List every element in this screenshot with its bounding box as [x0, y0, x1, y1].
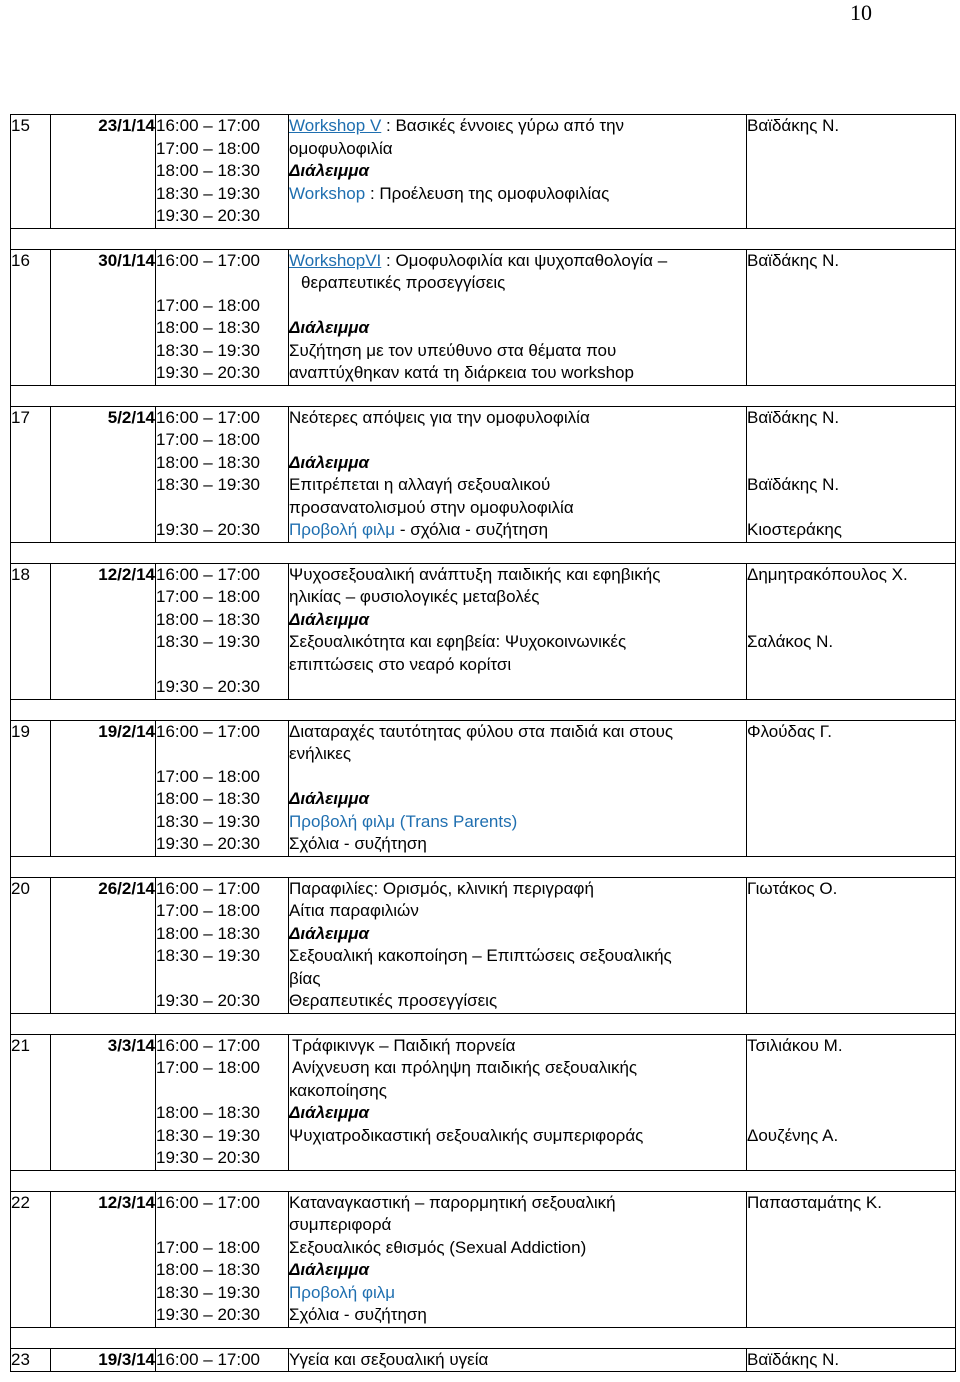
topic-line: Επιτρέπεται η αλλαγή σεξουαλικού — [289, 475, 551, 494]
topic-line: αναπτύχθηκαν κατά τη διάρκεια του workshop — [289, 363, 634, 382]
time-slot: 19:30 – 20:30 — [156, 206, 260, 225]
speaker: Κιοστεράκης — [747, 520, 843, 539]
topic-text: - σχόλια - συζήτηση — [395, 520, 549, 539]
film-link[interactable]: Προβολή φιλμ (Trans Parents) — [289, 811, 518, 831]
topic-line: Αίτια παραφιλιών — [289, 901, 419, 920]
topic-line: επιπτώσεις στο νεαρό κορίτσι — [289, 654, 512, 674]
time-slot: 16:00 – 17:00 — [156, 250, 260, 270]
speaker: Δημητρακόπουλος Χ. — [747, 564, 908, 584]
topic-line: Υγεία και σεξουαλική υγεία — [289, 1349, 489, 1369]
session-number: 23 — [11, 1348, 51, 1372]
time-slot: 19:30 – 20:30 — [156, 363, 260, 382]
session-date: 19/2/14 — [51, 720, 156, 856]
time-slot: 18:30 – 19:30 — [156, 475, 260, 494]
topic-line: Θεραπευτικές προσεγγίσεις — [289, 991, 498, 1010]
session-date: 5/2/14 — [51, 406, 156, 542]
session-topics — [289, 877, 747, 1013]
session-number: 16 — [11, 249, 51, 385]
session-speakers — [747, 1348, 956, 1372]
speaker: Βαϊδάκης Ν. — [747, 1349, 840, 1369]
session-topics — [289, 249, 747, 385]
time-slot: 18:30 – 19:30 — [156, 183, 260, 203]
break-label: Διάλειμμα — [289, 318, 370, 337]
session-times — [156, 877, 289, 1013]
session-number: 22 — [11, 1191, 51, 1327]
workshop-link[interactable]: WorkshopVI — [289, 250, 382, 270]
topic-line: ομοφυλοφιλία — [289, 138, 393, 158]
speaker: Βαϊδάκης Ν. — [747, 407, 840, 427]
session-times — [156, 1191, 289, 1327]
topic-line: Σεξουαλικός εθισμός (Sexual Addiction) — [289, 1237, 587, 1257]
workshop-link[interactable]: Workshop — [289, 183, 366, 203]
session-topics — [289, 720, 747, 856]
topic-line: Διαταραχές ταυτότητας φύλου στα παιδιά και στους — [289, 721, 674, 741]
session-times — [156, 249, 289, 385]
session-speakers — [747, 563, 956, 699]
session-number: 20 — [11, 877, 51, 1013]
session-speakers — [747, 115, 956, 229]
topic-line: συμπεριφορά — [289, 1215, 392, 1234]
session-row-20 — [11, 877, 956, 1013]
session-topics — [289, 1034, 747, 1170]
session-speakers — [747, 406, 956, 542]
time-slot: 18:00 – 18:30 — [156, 789, 260, 808]
break-label: Διάλειμμα — [289, 923, 370, 943]
topic-line: Παραφιλίες: Ορισμός, κλινική περιγραφή — [289, 878, 594, 898]
speaker: Σαλάκος Ν. — [747, 632, 834, 651]
film-link[interactable]: Προβολή φιλμ — [289, 520, 396, 539]
topic-line: ηλικίας – φυσιολογικές μεταβολές — [289, 587, 540, 606]
session-date: 3/3/14 — [51, 1034, 156, 1170]
topic-text: : Ομοφυλοφιλία και ψυχοπαθολογία – — [381, 250, 668, 270]
time-slot: 17:00 – 18:00 — [156, 766, 260, 786]
session-topics — [289, 115, 747, 229]
time-slot: 16:00 – 17:00 — [156, 1192, 260, 1212]
speaker: Γιωτάκος Ο. — [747, 878, 838, 898]
time-slot: 17:00 – 18:00 — [156, 1058, 260, 1077]
session-speakers — [747, 877, 956, 1013]
topic-text: : Βασικές έννοιες γύρω από την — [381, 116, 625, 135]
time-slot: 16:00 – 17:00 — [156, 564, 260, 584]
time-slot: 17:00 – 18:00 — [156, 430, 260, 449]
speaker: Βαϊδάκης Ν. — [747, 116, 840, 135]
session-number: 19 — [11, 720, 51, 856]
session-row-22 — [11, 1191, 956, 1327]
topic-line — [289, 250, 746, 273]
speaker: Βαϊδάκης Ν. — [747, 475, 840, 494]
speaker: Δουζένης Α. — [747, 1125, 839, 1145]
topic-line: Ψυχοσεξουαλική ανάπτυξη παιδικής και εφηβικής — [289, 564, 661, 584]
break-label: Διάλειμμα — [289, 1260, 370, 1279]
session-times — [156, 115, 289, 229]
session-times — [156, 563, 289, 699]
session-number: 17 — [11, 406, 51, 542]
topic-line: κακοποίησης — [289, 1080, 387, 1100]
topic-line: προσανατολισμού στην ομοφυλοφιλία — [289, 497, 574, 517]
topic-line — [289, 115, 746, 138]
topic-line: Νεότερες απόψεις για την ομοφυλοφιλία — [289, 407, 590, 427]
session-row-19 — [11, 720, 956, 856]
time-slot: 18:00 – 18:30 — [156, 452, 260, 472]
time-slot: 16:00 – 17:00 — [156, 1035, 260, 1055]
time-slot: 18:30 – 19:30 — [156, 946, 260, 965]
session-number: 18 — [11, 563, 51, 699]
session-topics — [289, 563, 747, 699]
time-slot: 17:00 – 18:00 — [156, 1237, 260, 1257]
time-slot: 16:00 – 17:00 — [156, 116, 260, 135]
session-row-17 — [11, 406, 956, 542]
time-slot: 19:30 – 20:30 — [156, 1305, 260, 1324]
session-times — [156, 720, 289, 856]
topic-line — [289, 183, 746, 206]
time-slot: 18:30 – 19:30 — [156, 632, 260, 651]
session-topics — [289, 1191, 747, 1327]
speaker: Τσιλιάκου Μ. — [747, 1035, 843, 1055]
session-row-23 — [11, 1348, 956, 1372]
topic-line: θεραπευτικές προσεγγίσεις — [301, 273, 506, 292]
time-slot: 18:30 – 19:30 — [156, 340, 260, 360]
topic-line: Ανίχνευση και πρόληψη παιδικής σεξουαλικής — [292, 1058, 638, 1077]
time-slot: 19:30 – 20:30 — [156, 1148, 260, 1167]
speaker: Φλούδας Γ. — [747, 721, 832, 741]
time-slot: 17:00 – 18:00 — [156, 587, 260, 606]
break-label: Διάλειμμα — [289, 609, 370, 629]
session-row-15 — [11, 115, 956, 229]
time-slot: 18:00 – 18:30 — [156, 1260, 260, 1279]
session-date: 26/2/14 — [51, 877, 156, 1013]
time-slot: 19:30 – 20:30 — [156, 677, 260, 696]
topic-line: Καταναγκαστική – παρορμητική σεξουαλική — [289, 1192, 616, 1212]
speaker: Παπασταμάτης Κ. — [747, 1192, 882, 1212]
time-slot: 19:30 – 20:30 — [156, 834, 260, 853]
session-topics — [289, 406, 747, 542]
topic-line: Σχόλια - συζήτηση — [289, 834, 427, 853]
break-label: Διάλειμμα — [289, 452, 370, 472]
speaker: Βαϊδάκης Ν. — [747, 250, 840, 270]
session-times — [156, 1348, 289, 1372]
session-speakers — [747, 720, 956, 856]
time-slot: 18:00 – 18:30 — [156, 161, 260, 180]
break-label: Διάλειμμα — [289, 789, 370, 808]
film-link[interactable]: Προβολή φιλμ — [289, 1282, 396, 1302]
session-number: 15 — [11, 115, 51, 229]
time-slot: 16:00 – 17:00 — [156, 878, 260, 898]
time-slot: 16:00 – 17:00 — [156, 721, 260, 741]
workshop-link[interactable]: Workshop V — [289, 116, 382, 135]
session-times — [156, 406, 289, 542]
time-slot: 17:00 – 18:00 — [156, 901, 260, 920]
time-slot: 18:00 – 18:30 — [156, 923, 260, 943]
session-times — [156, 1034, 289, 1170]
topic-line — [289, 519, 746, 542]
session-speakers — [747, 1191, 956, 1327]
time-slot: 17:00 – 18:00 — [156, 138, 260, 158]
time-slot: 16:00 – 17:00 — [156, 407, 260, 427]
session-row-21 — [11, 1034, 956, 1170]
session-date: 23/1/14 — [51, 115, 156, 229]
session-date: 30/1/14 — [51, 249, 156, 385]
time-slot: 19:30 – 20:30 — [156, 520, 260, 539]
time-slot: 18:30 – 19:30 — [156, 1282, 260, 1302]
session-speakers — [747, 249, 956, 385]
break-label: Διάλειμμα — [289, 1103, 370, 1122]
schedule-table — [10, 114, 956, 1372]
session-date: 19/3/14 — [51, 1348, 156, 1372]
topic-line: Σεξουαλικότητα και εφηβεία: Ψυχοκοινωνικές — [289, 632, 627, 651]
time-slot: 18:30 – 19:30 — [156, 1125, 260, 1145]
topic-line: Τράφικινγκ – Παιδική πορνεία — [292, 1035, 516, 1055]
session-speakers — [747, 1034, 956, 1170]
session-row-18 — [11, 563, 956, 699]
session-row-16 — [11, 249, 956, 385]
time-slot: 18:00 – 18:30 — [156, 318, 260, 337]
topic-line: ενήλικες — [289, 744, 352, 763]
topic-line: Σχόλια - συζήτηση — [289, 1305, 427, 1324]
session-date: 12/2/14 — [51, 563, 156, 699]
session-number: 21 — [11, 1034, 51, 1170]
topic-line: Ψυχιατροδικαστική σεξουαλικής συμπεριφοράς — [289, 1125, 644, 1145]
topic-text: : Προέλευση της ομοφυλοφιλίας — [365, 183, 610, 203]
time-slot: 18:30 – 19:30 — [156, 811, 260, 831]
topic-line: Συζήτηση με τον υπεύθυνο στα θέματα που — [289, 340, 617, 360]
session-topics — [289, 1348, 747, 1372]
time-slot: 18:00 – 18:30 — [156, 609, 260, 629]
time-slot: 18:00 – 18:30 — [156, 1103, 260, 1122]
break-label: Διάλειμμα — [289, 161, 370, 180]
time-slot: 19:30 – 20:30 — [156, 991, 260, 1010]
session-date: 12/3/14 — [51, 1191, 156, 1327]
page-number: 10 — [850, 0, 872, 25]
topic-line: Σεξουαλική κακοποίηση – Επιπτώσεις σεξουαλικής — [289, 946, 672, 965]
topic-line: βίας — [289, 968, 321, 988]
time-slot: 16:00 – 17:00 — [156, 1349, 260, 1369]
time-slot: 17:00 – 18:00 — [156, 295, 260, 315]
